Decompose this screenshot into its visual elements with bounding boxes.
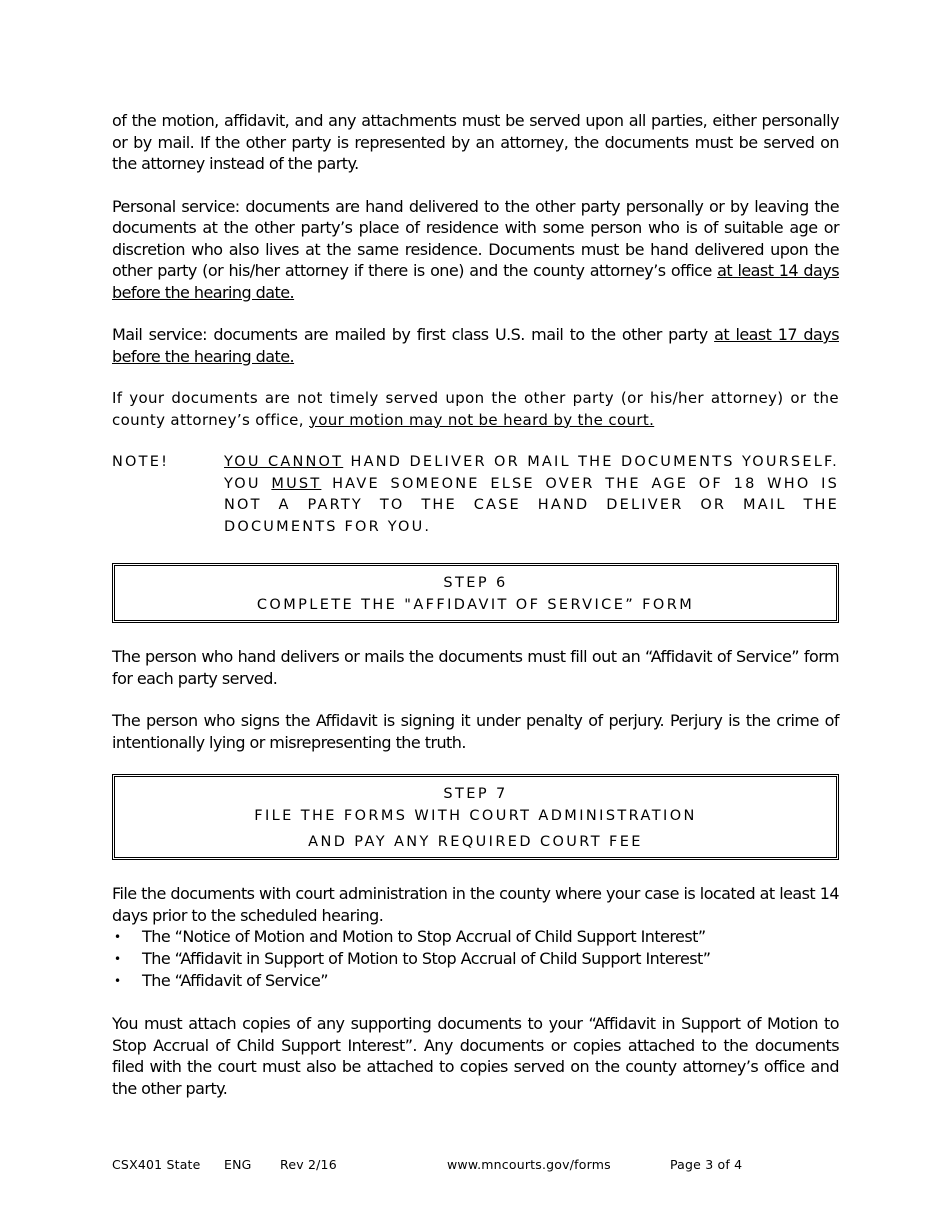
service-intro-paragraph: of the motion, affidavit, and any attachments must be served upon all parties, either personally or by mail. If the other party is represented by an attorney, the documents must be served on the attorney instead of the party. xyxy=(112,111,839,173)
step7-intro-paragraph: File the documents with court administration in the county where your case is located at least 14 days prior to the scheduled hearing. xyxy=(112,884,839,925)
step6-title: STEP 6 xyxy=(443,575,508,591)
footer-url[interactable]: www.mncourts.gov/forms xyxy=(447,1157,611,1172)
footer-page-number: Page 3 of 4 xyxy=(670,1157,743,1172)
timely-service-text: If your documents are not timely served upon the other party (or his/her attorney) or the county attorney’s office, xyxy=(112,389,839,429)
step6-paragraph-1: The person who hand delivers or mails the documents must fill out an “Affidavit of Service” form for each party served. xyxy=(112,647,839,688)
note-block xyxy=(112,452,839,538)
mail-service-text: Mail service: documents are mailed by first class U.S. mail to the other party xyxy=(112,325,715,344)
step7-line-3: AND PAY ANY REQUIRED COURT FEE xyxy=(308,834,643,850)
step7-title: STEP 7 xyxy=(443,786,508,802)
footer-revision: Rev 2/16 xyxy=(280,1157,337,1172)
step7-header-box xyxy=(112,774,839,860)
note-text-part2: HAVE SOMEONE ELSE OVER THE AGE OF 18 WHO IS NOT A PARTY TO THE CASE HAND DELIVER OR MAIL THE DOCUMENTS FOR YOU. xyxy=(224,475,840,535)
note-text-part1: HAND DELIVER OR MAIL THE DOCUMENTS YOURSELF. YOU xyxy=(224,454,839,492)
note-must: MUST xyxy=(271,475,322,492)
timely-service-warning: your motion may not be heard by the court. xyxy=(308,410,655,429)
step7-line-2: FILE THE FORMS WITH COURT ADMINISTRATION xyxy=(254,808,697,824)
step6-paragraph-2: The person who signs the Affidavit is signing it under penalty of perjury. Perjury is the crime of intentionally lying or misrepresenting the truth. xyxy=(112,711,839,752)
bullet-icon: • xyxy=(114,974,121,988)
timely-service-paragraph xyxy=(112,388,839,431)
personal-service-deadline: at least 14 days before the hearing date. xyxy=(112,261,839,302)
list-item-text: The “Notice of Motion and Motion to Stop Accrual of Child Support Interest” xyxy=(142,927,706,946)
step7-forms-list xyxy=(112,926,839,992)
note-text xyxy=(224,452,839,538)
note-cannot: YOU CANNOT xyxy=(224,454,344,470)
list-item-text: The “Affidavit of Service” xyxy=(142,971,329,990)
mail-service-paragraph xyxy=(112,324,839,367)
footer-form-id: CSX401 State xyxy=(112,1157,201,1172)
bullet-icon: • xyxy=(114,930,121,944)
step6-header-box xyxy=(112,563,839,623)
mail-service-deadline: at least 17 days before the hearing date. xyxy=(112,325,839,366)
document-page xyxy=(112,110,839,1120)
bullet-icon: • xyxy=(114,952,121,966)
step6-subtitle: COMPLETE THE "AFFIDAVIT OF SERVICE” FORM xyxy=(256,597,695,613)
personal-service-paragraph xyxy=(112,196,839,304)
step7-attach-paragraph: You must attach copies of any supporting documents to your “Affidavit in Support of Motion to Stop Accrual of Child Support Interest”. Any documents or copies attached to the documents filed with the court must also be attached to copies served on the county attorney’s office and the other party. xyxy=(112,1014,839,1098)
list-item xyxy=(112,926,839,948)
note-label: NOTE! xyxy=(112,454,170,470)
footer-language: ENG xyxy=(224,1157,252,1172)
list-item xyxy=(112,948,839,970)
list-item-text: The “Affidavit in Support of Motion to Stop Accrual of Child Support Interest” xyxy=(142,949,711,968)
list-item xyxy=(112,970,839,992)
personal-service-text: Personal service: documents are hand delivered to the other party personally or by leaving the documents at the other party’s place of residence with some person who is of suitable age or discretion who also lives at the same residence. Documents must be hand delivered upon the other party (or his/her attorney if there is one) and the county attorney’s office xyxy=(112,196,839,280)
